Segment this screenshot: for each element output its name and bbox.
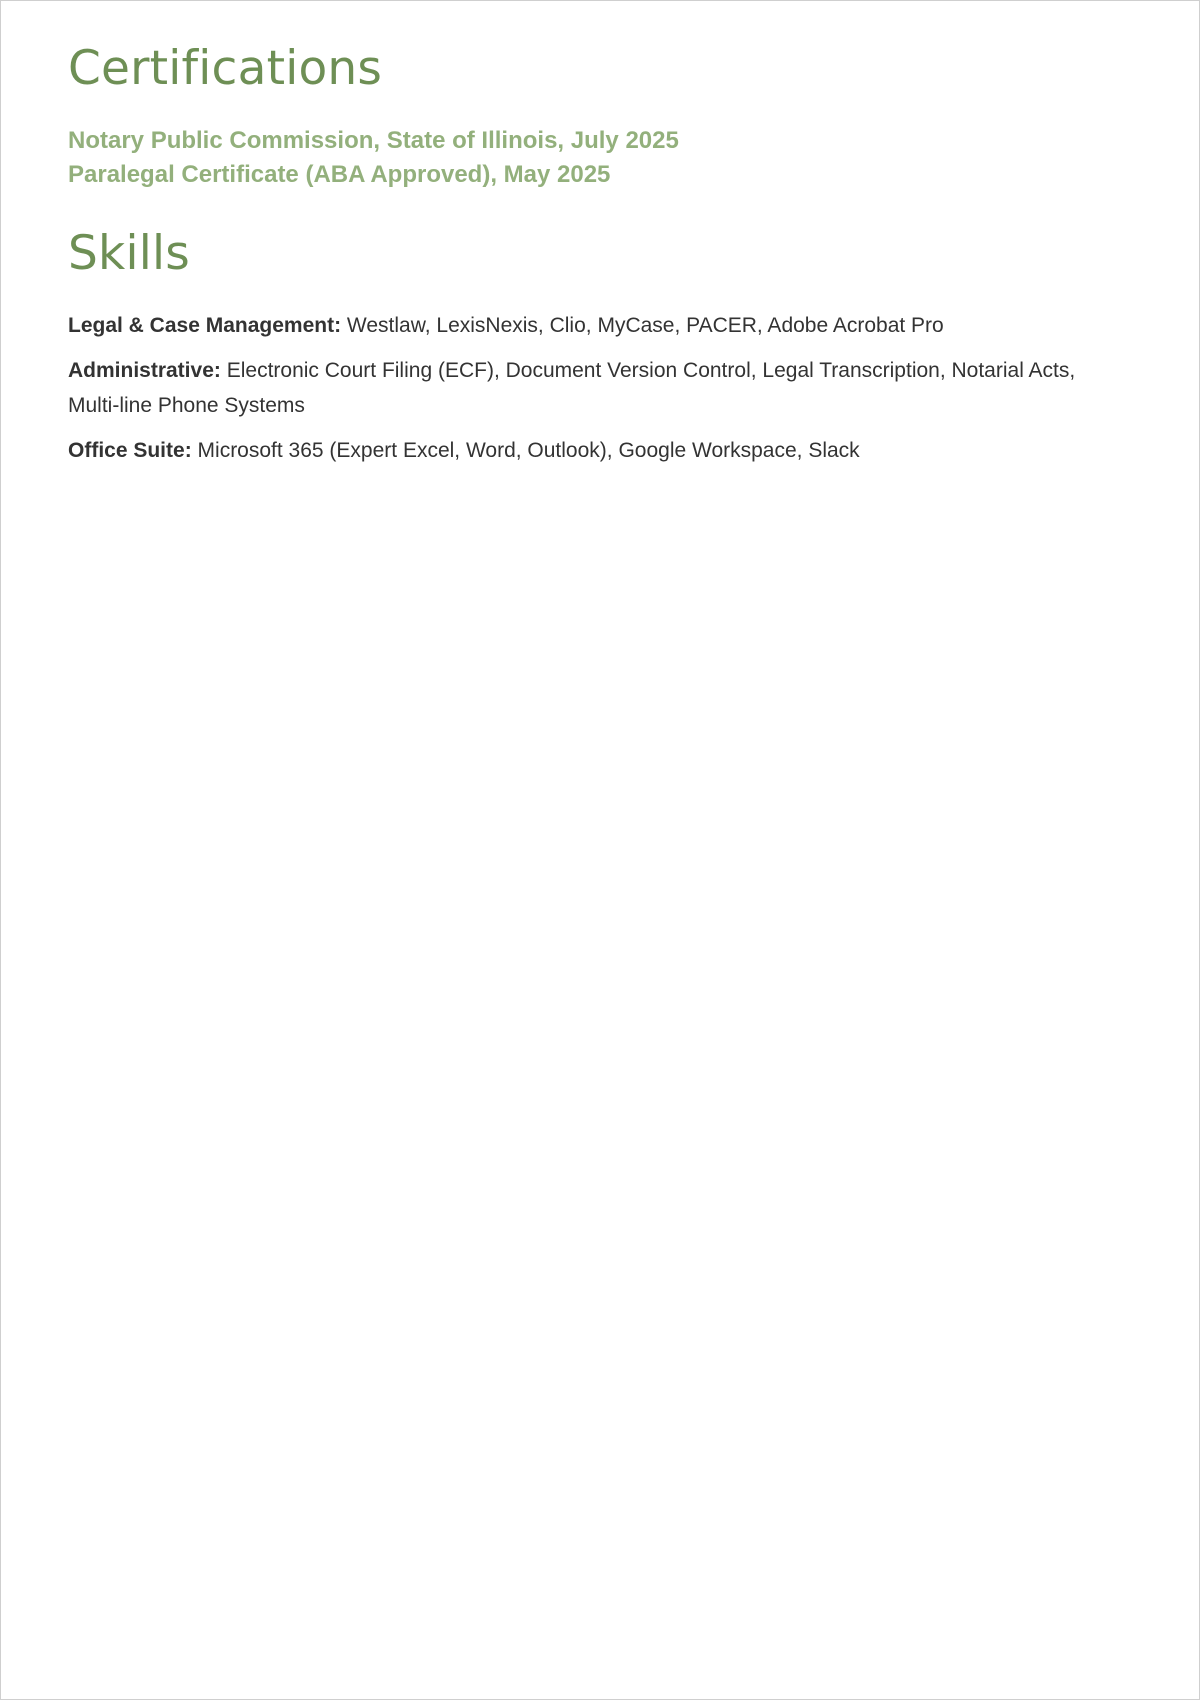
resume-content	[68, 39, 1128, 468]
skill-row-legal	[68, 308, 1128, 343]
certifications-heading: Certifications	[68, 41, 383, 96]
skill-details: Electronic Court Filing (ECF), Document Version Control, Legal Transcription, Notarial Acts, Multi-line Phone Systems	[68, 359, 1076, 417]
certification-item: Notary Public Commission, State of Illinois, July 2025	[68, 127, 679, 154]
skills-section	[68, 224, 1128, 468]
skill-row-office-suite	[68, 433, 1128, 468]
certifications-list	[68, 124, 1128, 192]
skill-category: Legal & Case Management:	[68, 314, 342, 337]
skills-heading: Skills	[68, 226, 190, 281]
skill-category: Administrative:	[68, 359, 221, 382]
skill-details: Westlaw, LexisNexis, Clio, MyCase, PACER, Adobe Acrobat Pro	[346, 314, 944, 337]
certifications-section	[68, 39, 1128, 192]
skill-category: Office Suite:	[68, 439, 192, 462]
certification-item: Paralegal Certificate (ABA Approved), May 2025	[68, 161, 611, 188]
skill-row-administrative	[68, 353, 1128, 423]
skill-details: Microsoft 365 (Expert Excel, Word, Outlook), Google Workspace, Slack	[197, 439, 860, 462]
